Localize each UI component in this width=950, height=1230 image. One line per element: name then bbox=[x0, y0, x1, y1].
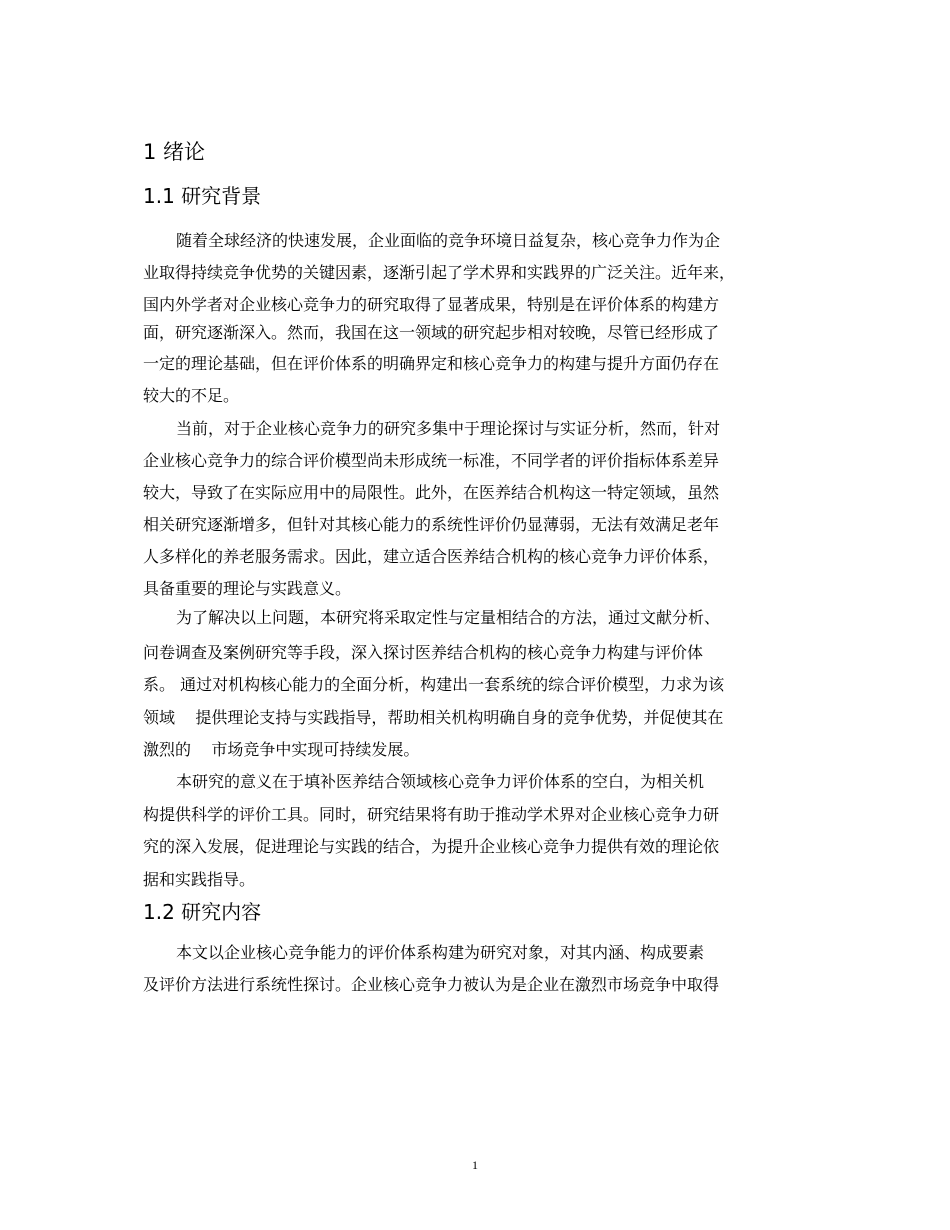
text-line: 较大的不足。 bbox=[143, 386, 240, 405]
text-line: 面，研究逐渐深入。然而，我国在这一领域的研究起步相对较晚，尽管已经形成了 bbox=[143, 323, 720, 342]
text-line: 较大，导致了在实际应用中的局限性。此外，在医养结合机构这一特定领域，虽然 bbox=[143, 483, 720, 502]
text-line: 系。 通过对机构核心能力的全面分析，构建出一套系统的综合评价模型，力求为该 bbox=[143, 675, 725, 694]
text-line: 据和实践指导。 bbox=[143, 870, 256, 889]
section-heading-background: 1.1 研究背景 bbox=[143, 184, 262, 208]
chapter-heading: 1 绪论 bbox=[143, 140, 206, 164]
text-line: 及评价方法进行系统性探讨。企业核心竞争力被认为是企业在激烈市场竞争中取得 bbox=[143, 975, 720, 994]
text-line: 构提供科学的评价工具。同时，研究结果将有助于推动学术界对企业核心竞争力研 bbox=[143, 805, 720, 824]
text-line: 本文以企业核心竞争能力的评价体系构建为研究对象，对其内涵、构成要素 bbox=[176, 943, 705, 962]
text-line: 领域 提供理论支持与实践指导，帮助相关机构明确自身的竞争优势，并促使其在 bbox=[143, 708, 724, 727]
text-line: 本研究的意义在于填补医养结合领域核心竞争力评价体系的空白，为相关机 bbox=[176, 772, 705, 791]
text-line: 激烈的 市场竞争中实现可持续发展。 bbox=[143, 740, 420, 759]
text-line: 企业核心竞争力的综合评价模型尚未形成统一标准，不同学者的评价指标体系差异 bbox=[143, 451, 720, 470]
text-line: 人多样化的养老服务需求。因此，建立适合医养结合机构的核心竞争力评价体系， bbox=[143, 547, 720, 566]
text-line: 问卷调查及案例研究等手段，深入探讨医养结合机构的核心竞争力构建与评价体 bbox=[143, 643, 704, 662]
section-heading-content: 1.2 研究内容 bbox=[143, 900, 262, 924]
text-line: 国内外学者对企业核心竞争力的研究取得了显著成果，特别是在评价体系的构建方 bbox=[143, 295, 720, 314]
text-line: 当前，对于企业核心竞争力的研究多集中于理论探讨与实证分析，然而，针对 bbox=[176, 419, 721, 438]
text-line: 具备重要的理论与实践意义。 bbox=[143, 579, 352, 598]
text-line: 业取得持续竞争优势的关键因素，逐渐引起了学术界和实践界的广泛关注。近年来， bbox=[143, 263, 736, 282]
text-line: 随着全球经济的快速发展，企业面临的竞争环境日益复杂，核心竞争力作为企 bbox=[176, 231, 721, 250]
text-line: 相关研究逐渐增多，但针对其核心能力的系统性评价仍显薄弱，无法有效满足老年 bbox=[143, 515, 720, 534]
page-number: 1 bbox=[472, 1158, 478, 1172]
text-line: 一定的理论基础，但在评价体系的明确界定和核心竞争力的构建与提升方面仍存在 bbox=[143, 354, 720, 373]
text-line: 究的深入发展，促进理论与实践的结合，为提升企业核心竞争力提供有效的理论依 bbox=[143, 837, 720, 856]
text-line: 为了解决以上问题，本研究将采取定性与定量相结合的方法，通过文献分析、 bbox=[176, 608, 721, 627]
